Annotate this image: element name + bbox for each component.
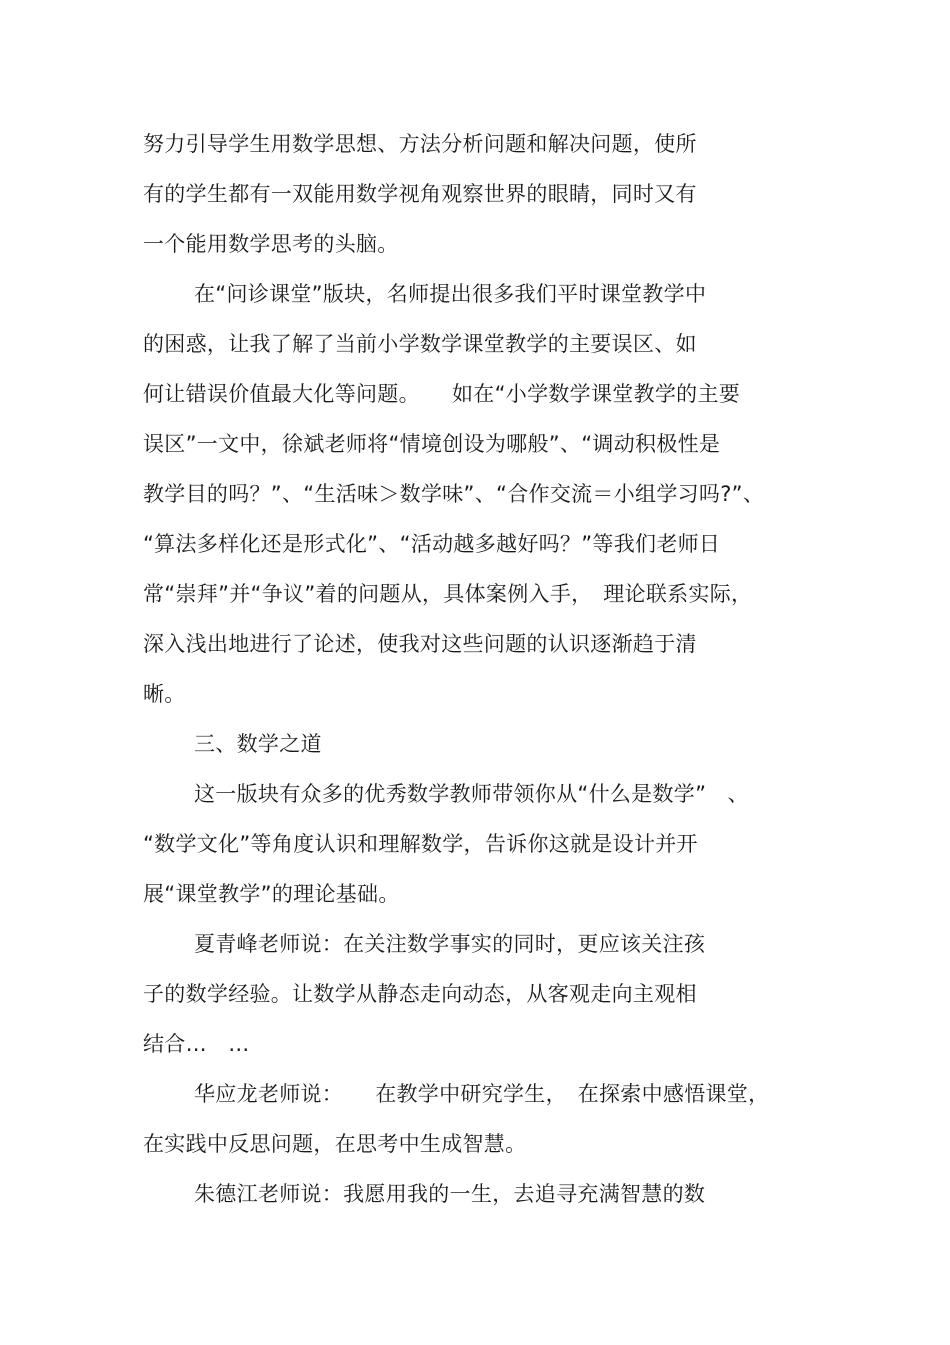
text-line: 误区”一文中，徐斌老师将“情境创设为哪般”、“调动积极性是 bbox=[143, 432, 721, 456]
text-line: 何让错误价值最大化等问题。 如在“小学数学课堂教学的主要 bbox=[143, 382, 741, 406]
text-line: 在实践中反思问题，在思考中生成智慧。 bbox=[143, 1132, 527, 1156]
section-heading: 三、数学之道 bbox=[194, 732, 322, 756]
paragraph-start-line: 夏青峰老师说：在关注数学事实的同时，更应该关注孩 bbox=[194, 932, 706, 956]
paragraph-start-line: 华应龙老师说： 在教学中研究学生， 在探索中感悟课堂， bbox=[194, 1082, 770, 1106]
text-line: 晰。 bbox=[143, 682, 186, 706]
paragraph-start-line: 朱德江老师说：我愿用我的一生，去追寻充满智慧的数 bbox=[194, 1182, 706, 1206]
text-line: 有的学生都有一双能用数学视角观察世界的眼睛，同时又有 bbox=[143, 182, 697, 206]
text-line: 努力引导学生用数学思想、方法分析问题和解决问题，使所 bbox=[143, 132, 697, 156]
text-line: “数学文化”等角度认识和理解数学，告诉你这就是设计并开 bbox=[143, 832, 698, 856]
text-line: 的困惑，让我了解了当前小学数学课堂教学的主要误区、如 bbox=[143, 332, 697, 356]
text-line: “算法多样化还是形式化”、“活动越多越好吗？”等我们老师日 bbox=[143, 532, 721, 556]
text-line: 深入浅出地进行了论述，使我对这些问题的认识逐渐趋于清 bbox=[143, 632, 697, 656]
text-line: 展“课堂教学”的理论基础。 bbox=[143, 882, 400, 906]
text-line: 一个能用数学思考的头脑。 bbox=[143, 232, 399, 256]
text-line: 子的数学经验。让数学从静态走向动态，从客观走向主观相 bbox=[143, 982, 697, 1006]
text-line: 教学目的吗？”、“生活味＞数学味”、“合作交流＝小组学习吗?”、 bbox=[143, 482, 765, 506]
paragraph-start-line: 在“问诊课堂”版块，名师提出很多我们平时课堂教学中 bbox=[194, 282, 707, 306]
text-line: 常“崇拜”并“争议”着的问题从，具体案例入手， 理论联系实际， bbox=[143, 582, 753, 606]
text-line: 结合… … bbox=[143, 1032, 250, 1056]
paragraph-start-line: 这一版块有众多的优秀数学教师带领你从“什么是数学” 、 bbox=[194, 782, 749, 806]
